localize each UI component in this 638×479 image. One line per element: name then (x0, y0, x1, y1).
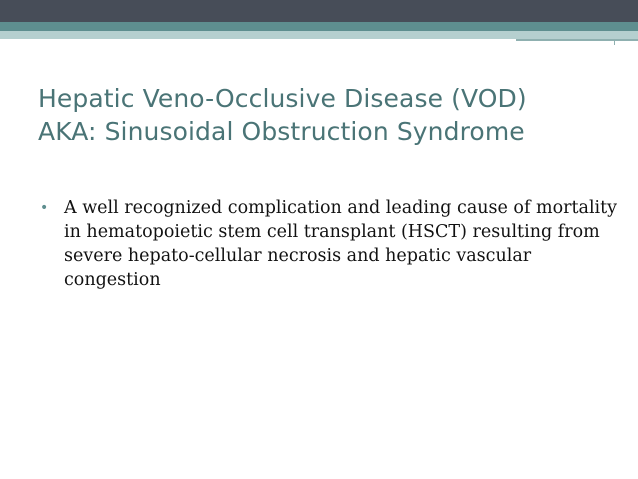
header-accent-tick (614, 39, 615, 45)
bullet-text: A well recognized complication and leading cause of mortality in hematopoietic stem cell transplant (HSCT) resulting from severe hepato-cellular necrosis and hepatic vascular congestion (64, 198, 618, 290)
header-accent-line (516, 39, 638, 41)
slide-title-line-1: Hepatic Veno-Occlusive Disease (VOD) (38, 84, 527, 113)
bullet-item (40, 196, 625, 292)
slide-title (38, 82, 628, 148)
slide-title-line-2: AKA: Sinusoidal Obstruction Syndrome (38, 117, 525, 146)
header-band-dark (0, 0, 638, 22)
bullet-list (40, 196, 625, 292)
header-band-teal (0, 22, 638, 31)
header-band-teal-light (0, 31, 638, 39)
bullet-marker: • (40, 200, 49, 216)
